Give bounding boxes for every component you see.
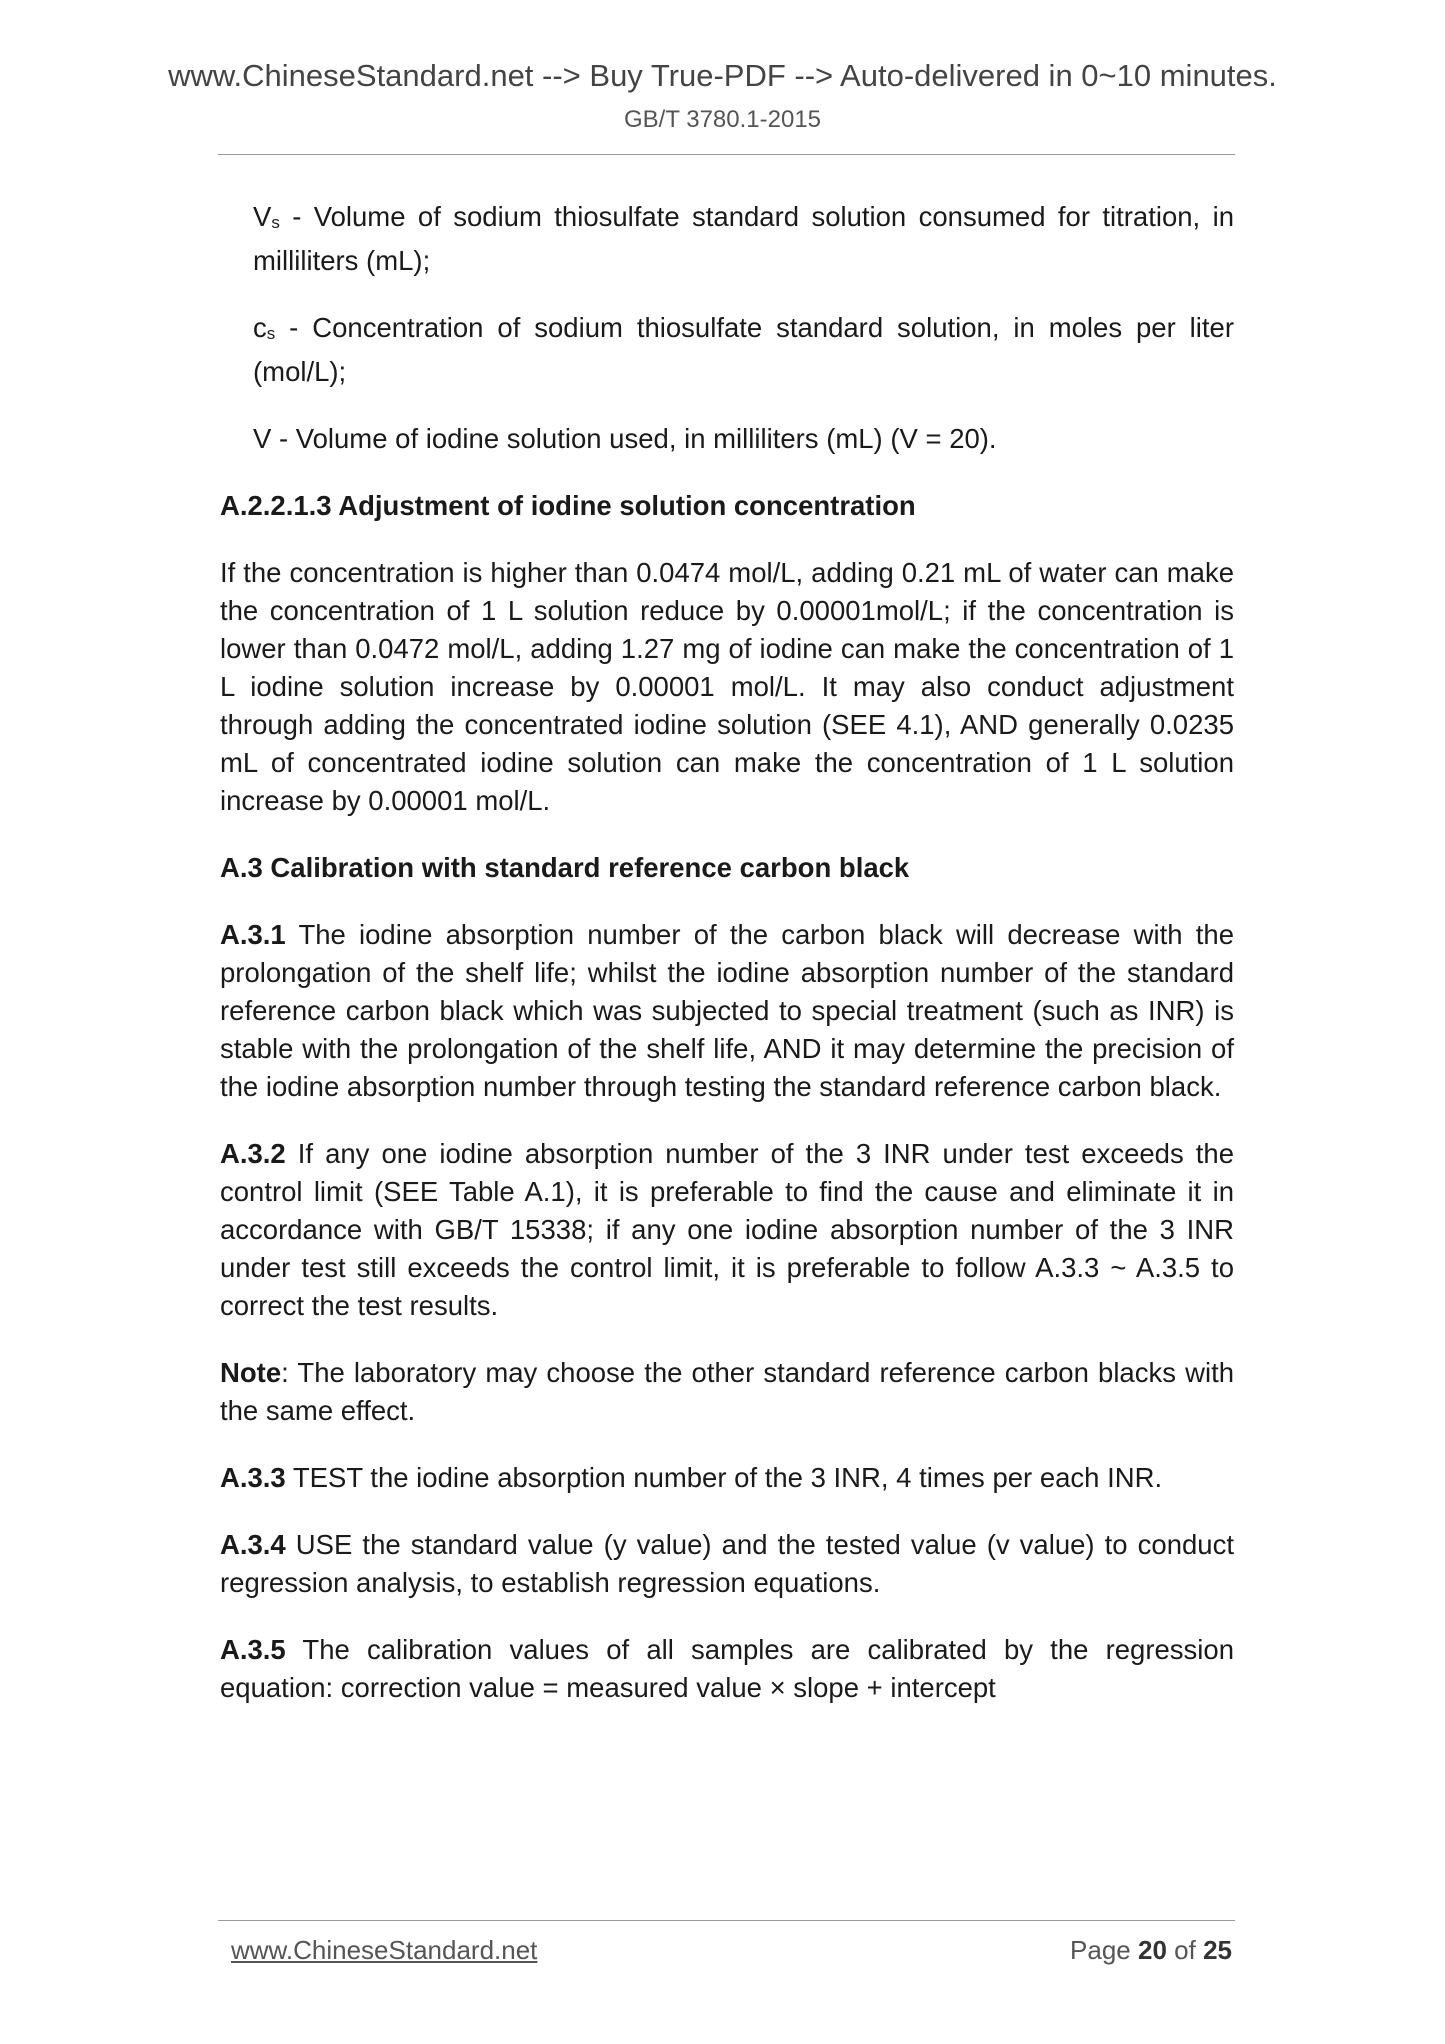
clause-a33 [220,1459,1234,1497]
clause-label: A.3.4 [220,1529,286,1560]
definition-symbol: V [253,423,272,454]
clause-text: The iodine absorption number of the carbon black will decrease with the prolongation of the shelf life; whilst the iodine absorption number of the standard reference carbon black which was subjected to special treatment (such as INR) is stable with the prolongation of the shelf life, AND it may determine the precision of the iodine absorption number through testing the standard reference carbon black. [220,919,1234,1102]
clause-text: The calibration values of all samples are calibrated by the regression equation: correction value = measured value × slope + intercept [220,1634,1234,1703]
clause-a31 [220,916,1234,1106]
clause-text: If any one iodine absorption number of the 3 INR under test exceeds the control limit (SEE Table A.1), it is preferable to find the cause and eliminate it in accordance with GB/T 15338; if any one iodine absorption number of the 3 INR under test still exceeds the control limit, it is preferable to follow A.3.3 ~ A.3.5 to correct the test results. [220,1138,1234,1321]
page-current: 20 [1138,1935,1167,1965]
clause-label: A.3.1 [220,919,286,950]
section-body-a2213: If the concentration is higher than 0.0474 mol/L, adding 0.21 mL of water can make the concentration of 1 L solution reduce by 0.00001mol/L; if the concentration is lower than 0.0472 mol/L, adding 1.27 mg of iodine can make the concentration of 1 L iodine solution increase by 0.00001 mol/L. It may also conduct adjustment through adding the concentrated iodine solution (SEE 4.1), AND generally 0.0235 mL of concentrated iodine solution can make the concentration of 1 L solution increase by 0.00001 mol/L. [220,557,1234,816]
clause-a34 [220,1526,1234,1602]
page-of: of [1174,1935,1196,1965]
page-number [1070,1935,1232,1966]
note [220,1354,1234,1430]
definition-symbol: c [253,312,267,343]
header-title: www.ChineseStandard.net --> Buy True-PDF --> Auto-delivered in 0~10 minutes. [168,58,1277,93]
page-word: Page [1070,1935,1131,1965]
note-text: : The laboratory may choose the other standard reference carbon blacks with the same effect. [220,1357,1234,1426]
definition-vs [220,198,1234,280]
definition-subscript: s [271,213,280,232]
definition-subscript: s [266,324,276,343]
clause-text: TEST the iodine absorption number of the 3 INR, 4 times per each INR. [285,1462,1163,1493]
clause-label: A.3.2 [220,1138,286,1169]
definition-cs [220,309,1234,391]
section-heading-a3: A.3 Calibration with standard reference carbon black [220,852,910,883]
definition-symbol: V [253,201,272,232]
definition-text: - Volume of sodium thiosulfate standard solution consumed for titration, in milliliters (mL); [253,201,1234,276]
page-total: 25 [1203,1935,1232,1965]
clause-label: A.3.3 [220,1462,286,1493]
definition-text: - Concentration of sodium thiosulfate standard solution, in moles per liter (mol/L); [253,312,1234,387]
note-label: Note [220,1357,282,1388]
header-divider [218,154,1235,155]
standard-number: GB/T 3780.1-2015 [623,106,822,133]
definition-v [220,420,1234,458]
clause-a32 [220,1135,1234,1325]
clause-label: A.3.5 [220,1634,286,1665]
clause-a35 [220,1631,1234,1707]
footer-website-link[interactable]: www.ChineseStandard.net [231,1935,538,1965]
footer-divider [218,1920,1235,1921]
page-body [220,198,1234,1736]
clause-text: USE the standard value (y value) and the tested value (v value) to conduct regression analysis, to establish regression equations. [220,1529,1234,1598]
section-heading-a2213: A.2.2.1.3 Adjustment of iodine solution concentration [220,490,916,521]
definition-text: - Volume of iodine solution used, in milliliters (mL) (V = 20). [271,423,997,454]
